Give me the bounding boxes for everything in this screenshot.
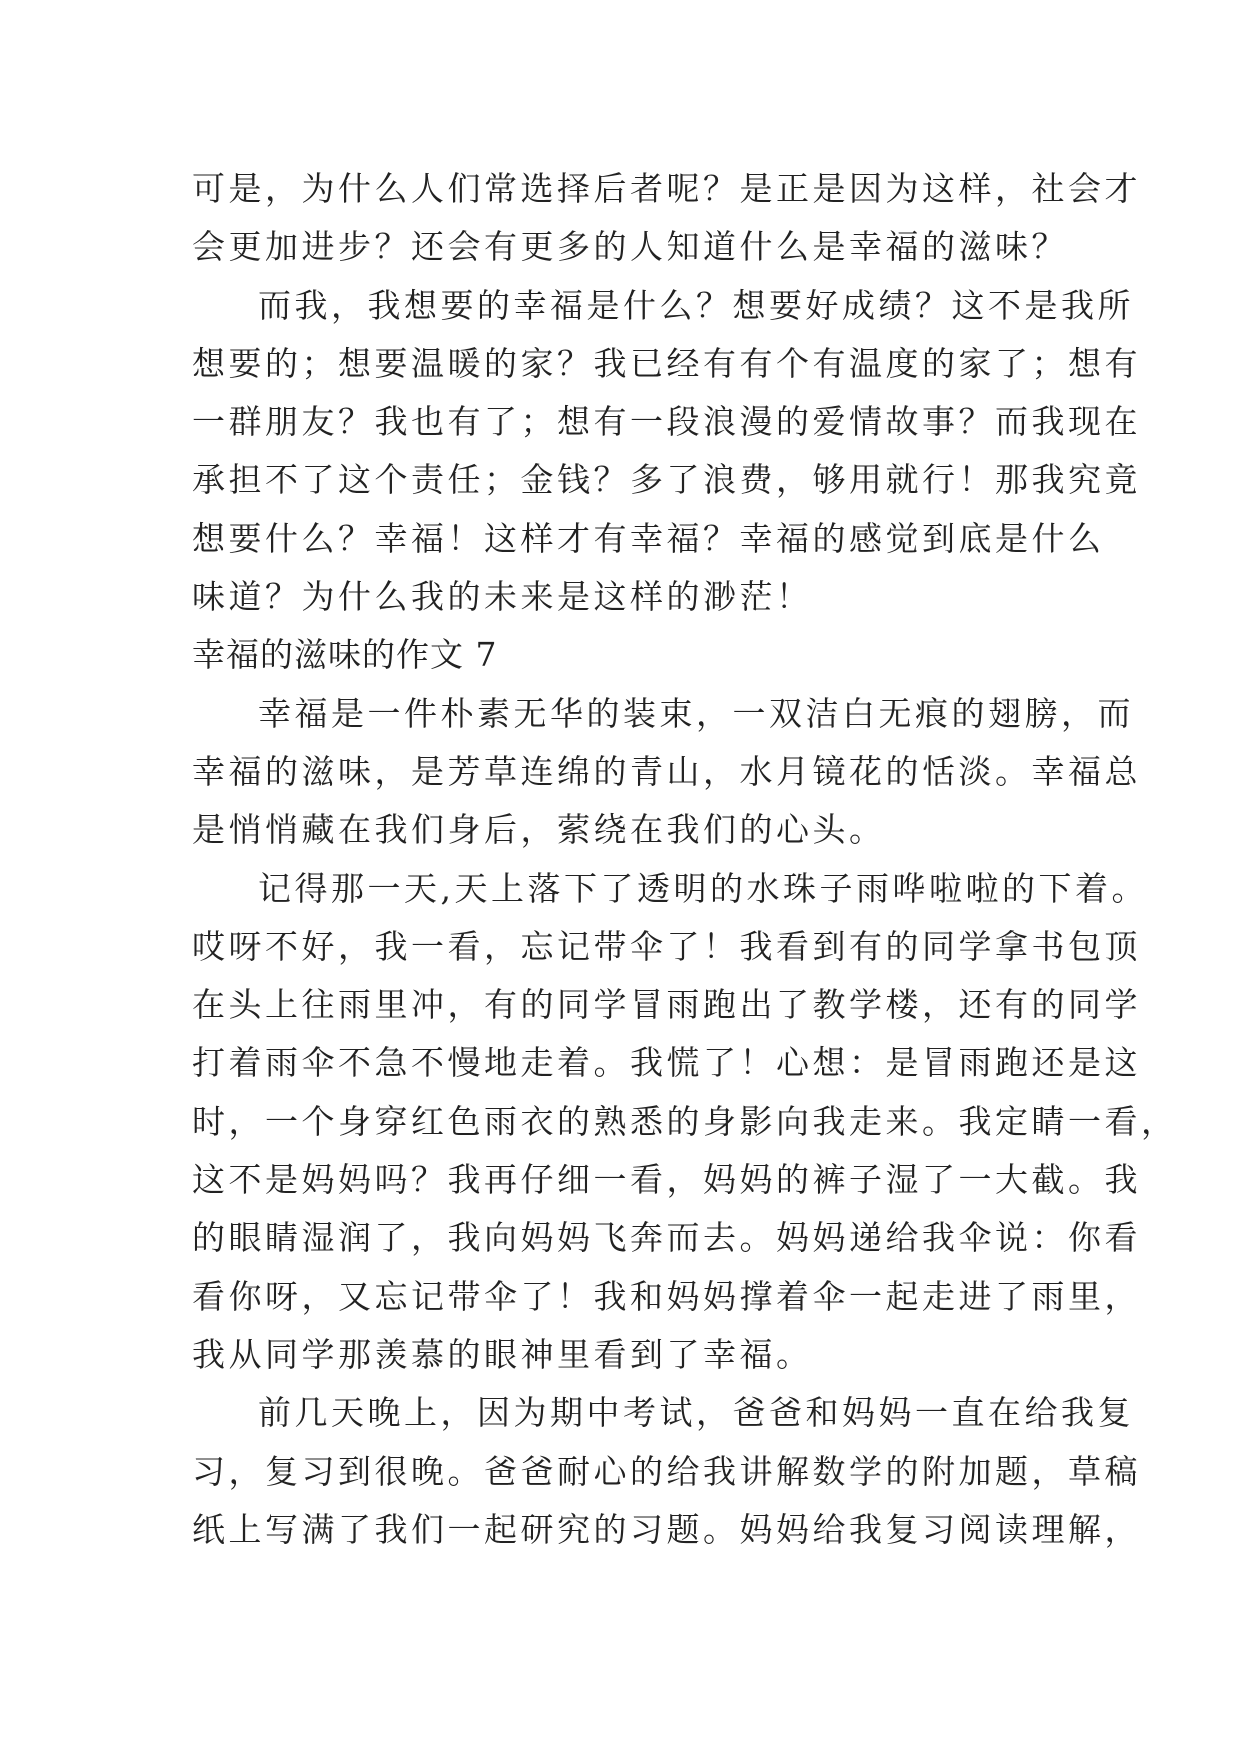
paragraph	[192, 277, 1141, 627]
text-line: 的眼睛湿润了，我向妈妈飞奔而去。妈妈递给我伞说：你看	[192, 1218, 1141, 1258]
text-line: 味道？为什么我的未来是这样的渺茫！	[192, 577, 813, 617]
text-line: 而我，我想要的幸福是什么？想要好成绩？这不是我所	[258, 285, 1134, 325]
text-line: 在头上往雨里冲，有的同学冒雨跑出了教学楼，还有的同学	[192, 985, 1141, 1025]
text-line: 想要什么？幸福！这样才有幸福？幸福的感觉到底是什么	[192, 518, 1105, 558]
text-line: 一群朋友？我也有了；想有一段浪漫的爱情故事？而我现在	[192, 402, 1141, 442]
document-body	[192, 160, 1178, 1559]
text-line: 这不是妈妈吗？我再仔细一看，妈妈的裤子湿了一大截。我	[192, 1160, 1141, 1200]
text-line: 哎呀不好，我一看，忘记带伞了！我看到有的同学拿书包顶	[192, 926, 1141, 966]
text-line: 看你呀，又忘记带伞了！我和妈妈撑着伞一起走进了雨里，	[192, 1276, 1141, 1316]
section-title-text: 幸福的滋味的作文 7	[192, 635, 498, 675]
text-line: 可是，为什么人们常选择后者呢？是正是因为这样，社会才	[192, 169, 1141, 208]
section-title	[192, 626, 1062, 684]
text-line: 记得那一天,天上落下了透明的水珠子雨哗啦啦的下着。	[258, 868, 1148, 908]
text-line: 打着雨伞不急不慢地走着。我慌了！心想：是冒雨跑还是这	[192, 1043, 1141, 1083]
paragraph	[192, 160, 1141, 277]
text-line: 承担不了这个责任；金钱？多了浪费，够用就行！那我究竟	[192, 460, 1141, 500]
text-line: 会更加进步？还会有更多的人知道什么是幸福的滋味？	[192, 227, 1068, 267]
paragraph	[192, 1384, 1141, 1559]
text-line: 是悄悄藏在我们身后，萦绕在我们的心头。	[192, 810, 886, 850]
text-line: 前几天晚上，因为期中考试，爸爸和妈妈一直在给我复	[258, 1393, 1134, 1433]
text-line: 幸福的滋味，是芳草连绵的青山，水月镜花的恬淡。幸福总	[192, 751, 1141, 791]
paragraph	[192, 685, 1141, 860]
text-line: 时，一个身穿红色雨衣的熟悉的身影向我走来。我定睛一看，	[192, 1101, 1178, 1141]
text-line: 我从同学那羡慕的眼神里看到了幸福。	[192, 1334, 813, 1374]
text-line: 纸上写满了我们一起研究的习题。妈妈给我复习阅读理解，	[192, 1509, 1141, 1549]
text-line: 习，复习到很晚。爸爸耐心的给我讲解数学的附加题，草稿	[192, 1451, 1141, 1491]
paragraph	[192, 860, 1178, 1385]
text-line: 幸福是一件朴素无华的装束，一双洁白无痕的翅膀，而	[258, 693, 1134, 733]
text-line: 想要的；想要温暖的家？我已经有有个有温度的家了；想有	[192, 343, 1141, 383]
